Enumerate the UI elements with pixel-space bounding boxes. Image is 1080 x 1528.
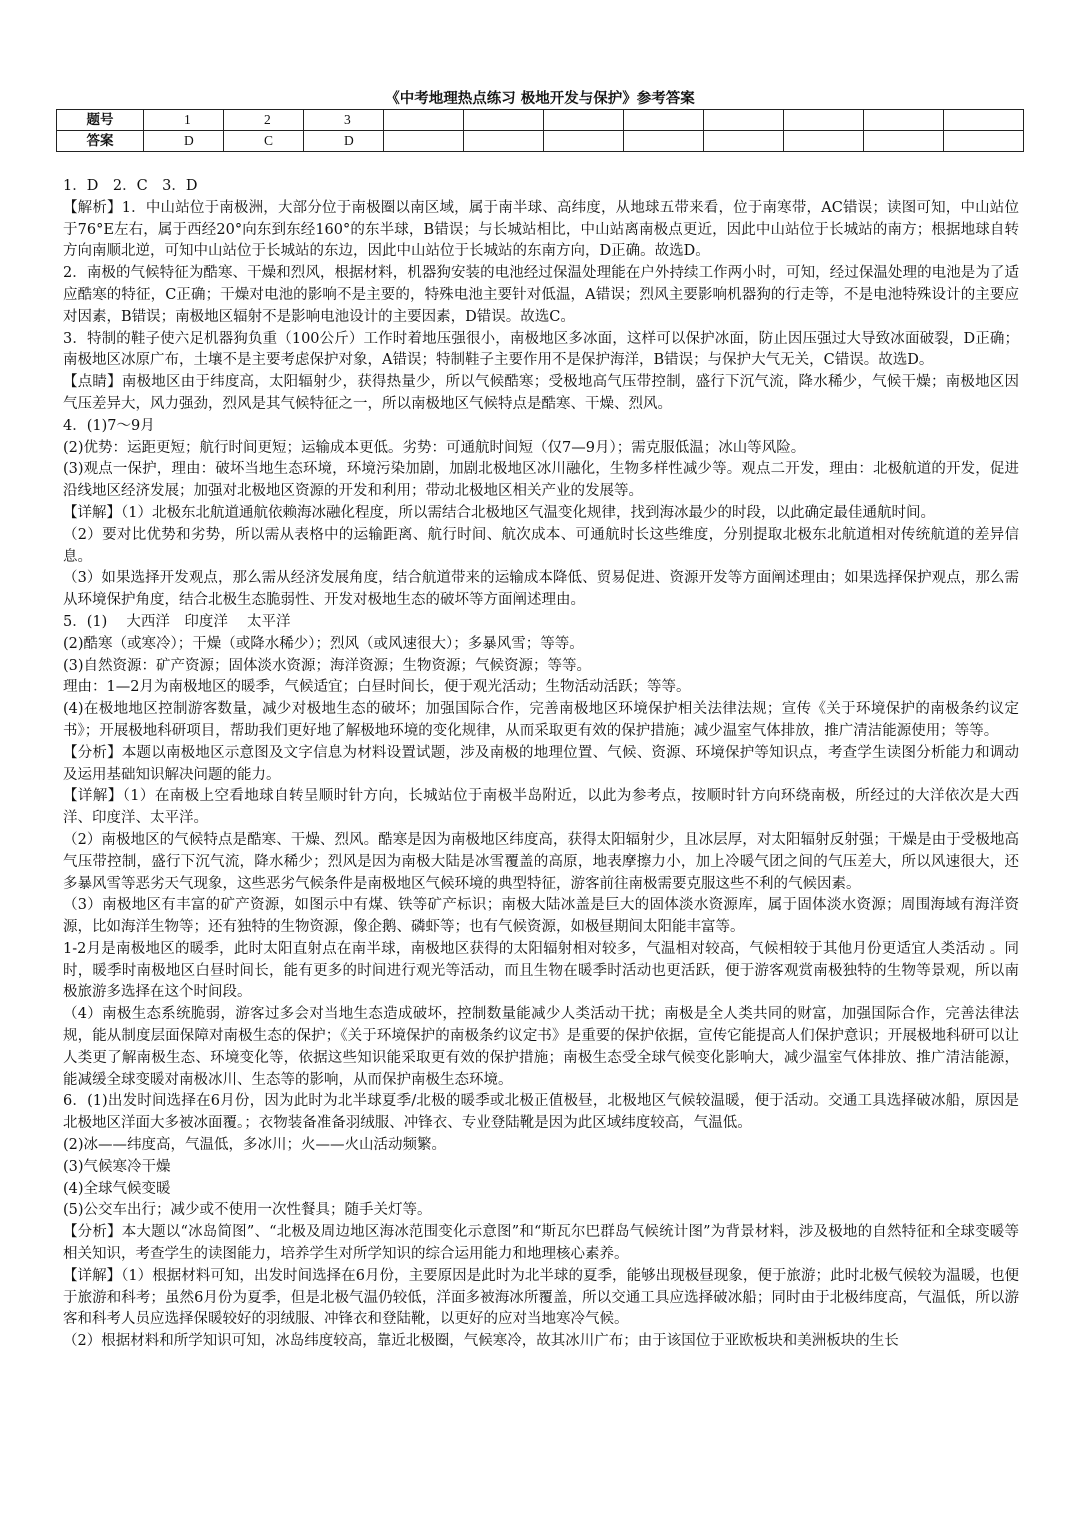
number-cell xyxy=(784,110,864,131)
answer-cell: D xyxy=(144,131,224,152)
answer-row xyxy=(57,131,1024,152)
paragraph: （2）要对比优势和劣势，所以需从表格中的运输距离、航行时间、航次成本、可通航时长这些维度，分别提取北极东北航道相对传统航道的差异信息。 xyxy=(63,526,1019,565)
answer-cell xyxy=(624,131,704,152)
answer-cell xyxy=(784,131,864,152)
answer-cell xyxy=(544,131,624,152)
paragraph: （2）根据材料和所学知识可知，冰岛纬度较高，靠近北极圈，气候寒冷，故其冰川广布；由于该国位于亚欧板块和美洲板块的生长 xyxy=(63,1333,899,1350)
number-cell xyxy=(704,110,784,131)
paragraph: (3)气候寒冷干燥 xyxy=(63,1158,171,1175)
number-cell xyxy=(464,110,544,131)
number-cell xyxy=(544,110,624,131)
paragraph: 3．特制的鞋子使六足机器狗负重（100公斤）工作时着地压强很小，南极地区多冰面，这样可以保护冰面，防止因压强过大导致冰面破裂，D正确；南极地区冰原广布，土壤不是主要考虑保护对象，A错误；特制鞋子主要作用不是保护海洋，B错误；与保护大气无关，C错误。故选D。 xyxy=(63,330,1019,369)
paragraph: 4．(1)7～9月 xyxy=(63,417,155,434)
number-cell: 3 xyxy=(304,110,384,131)
number-cell xyxy=(384,110,464,131)
paragraph: （4）南极生态系统脆弱，游客过多会对当地生态造成破坏，控制数量能减少人类活动干扰；南极是全人类共同的财富，加强国际合作，完善法律法规，能从制度层面保障对南极生态的保护；《关于环境保护的南极条约议定书》是重要的保护依据，宣传它能提高人们保护意识；开展极地科研可以让人类更了解南极生态、环境变化等，依据这些知识能采取更有效的保护措施；南极生态受全球气候变化影响大，减少温室气体排放、推广清洁能源，能减缓全球变暖对南极冰川、生态等的影响，从而保护南极生态环境。 xyxy=(63,1006,1019,1088)
paragraph: 【分析】本大题以“冰岛简图”、“北极及周边地区海冰范围变化示意图”和“斯瓦尔巴群岛气候统计图”为背景材料，涉及极地的自然特征和全球变暖等相关知识，考查学生的读图能力，培养学生对所学知识的综合运用能力和地理核心素养。 xyxy=(63,1224,1019,1263)
row-label-number: 题号 xyxy=(57,110,144,131)
number-cell xyxy=(624,110,704,131)
paragraph: 【详解】（1）根据材料可知，出发时间选择在6月份，主要原因是此时为北半球的夏季，能够出现极昼现象，便于旅游；此时北极气候较为温暖，也便于旅游和科考；虽然6月份为夏季，但是北极气温仍较低，洋面多被海冰所覆盖，所以交通工具应选择破冰船；同时由于北极纬度高，气温低，所以游客和科考人员应选择保暖较好的羽绒服、冲锋衣和登陆靴，以更好的应对当地寒冷气候。 xyxy=(63,1267,1019,1328)
paragraph: 【解析】1．中山站位于南极洲，大部分位于南极圈以南区域，属于南半球、高纬度，从地球五带来看，位于南寒带，AC错误；读图可知，中山站位于76°E左右，属于西经20°向东到东经160°的东半球，B错误；与长城站相比，中山站离南极点更近，因此中山站位于长城站的南方；根据地球自转方向南顺北逆，可知中山站位于长城站的东边，因此中山站位于长城站的东南方向，D正确。故选D。 xyxy=(63,199,1019,260)
answer-cell xyxy=(944,131,1024,152)
paragraph: 【分析】本题以南极地区示意图及文字信息为材料设置试题，涉及南极的地理位置、气候、资源、环境保护等知识点，考查学生读图分析能力和调动及运用基础知识解决问题的能力。 xyxy=(63,744,1019,783)
answer-table xyxy=(56,109,1024,152)
paragraph: 1．D 2．C 3．D xyxy=(63,178,198,194)
number-cell xyxy=(864,110,944,131)
paragraph: (2)优势：运距更短；航行时间更短；运输成本更低。劣势：可通航时间短（仅7—9月）；需克服低温；冰山等风险。 xyxy=(63,439,806,456)
paragraph: (5)公交车出行；减少或不使用一次性餐具；随手关灯等。 xyxy=(63,1202,432,1219)
paragraph: 1-2月是南极地区的暖季，此时太阳直射点在南半球，南极地区获得的太阳辐射相对较多，气温相对较高，气候相较于其他月份更适宜人类活动 。同时，暖季时南极地区白昼时间长，能有更多的时间进行观光等活动，而且生物在暖季时活动也更活跃，便于游客观赏南极独特的生物等景观，所以南极旅游多选择在这个时间段。 xyxy=(63,940,1019,1001)
paragraph: （3）如果选择开发观点，那么需从经济发展角度，结合航道带来的运输成本降低、贸易促进、资源开发等方面阐述理由；如果选择保护观点，那么需从环境保护角度，结合北极生态脆弱性、开发对极地生态的破坏等方面阐述理由。 xyxy=(63,570,1019,609)
answer-cell xyxy=(384,131,464,152)
answer-cell: D xyxy=(304,131,384,152)
answer-cell xyxy=(704,131,784,152)
answer-explanations xyxy=(63,176,1019,1353)
paragraph: （2）南极地区的气候特点是酷寒、干燥、烈风。酷寒是因为南极地区纬度高，获得太阳辐射少，且冰层厚，对太阳辐射反射强；干燥是由于受极地高气压带控制，盛行下沉气流，降水稀少；烈风是因为南极大陆是冰雪覆盖的高原，地表摩擦力小，加上冷暖气团之间的气压差大，所以风速很大，还多暴风雪等恶劣天气现象，这些恶劣气候条件是南极地区气候环境的典型特征，游客前往南极需要克服这些不利的气候因素。 xyxy=(63,831,1019,892)
paragraph: (2)冰——纬度高，气温低，多冰川；火——火山活动频繁。 xyxy=(63,1137,447,1154)
paragraph: 【点睛】南极地区由于纬度高，太阳辐射少，获得热量少，所以气候酷寒；受极地高气压带控制，盛行下沉气流，降水稀少，气候干燥；南极地区因气压差异大，风力强劲，烈风是其气候特征之一，所以南极地区气候特点是酷寒、干燥、烈风。 xyxy=(63,374,1019,412)
number-cell xyxy=(944,110,1024,131)
answer-cell: C xyxy=(224,131,304,152)
paragraph: 6．(1)出发时间选择在6月份，因为此时为北半球夏季/北极的暖季或北极正值极昼，北极地区气候较温暖，便于活动。交通工具选择破冰船，原因是北极地区洋面大多被冰面覆。；衣物装备准备羽绒服、冲锋衣、专业登陆靴是因为此区域纬度较高，气温低。 xyxy=(63,1093,1019,1132)
number-cell: 2 xyxy=(224,110,304,131)
paragraph: 【详解】（1）在南极上空看地球自转呈顺时针方向，长城站位于南极半岛附近，以此为参考点，按顺时针方向环绕南极，所经过的大洋依次是大西洋、印度洋、太平洋。 xyxy=(63,788,1019,827)
paragraph: 理由：1—2月为南极地区的暖季，气候适宜；白昼时间长，便于观光活动；生物活动活跃；等等。 xyxy=(63,679,691,696)
paragraph: (4)全球气候变暖 xyxy=(63,1180,171,1197)
paragraph: 5．(1) 大西洋 印度洋 太平洋 xyxy=(63,613,291,630)
paragraph: 【详解】（1）北极东北航道通航依赖海冰融化程度，所以需结合北极地区气温变化规律，找到海冰最少的时段，以此确定最佳通航时间。 xyxy=(63,504,935,521)
paragraph: (3)观点一保护，理由：破坏当地生态环境，环境污染加剧，加剧北极地区冰川融化，生物多样性减少等。观点二开发，理由：北极航道的开发，促进沿线地区经济发展；加强对北极地区资源的开发和利用；带动北极地区相关产业的发展等。 xyxy=(63,461,1019,500)
row-label-answer: 答案 xyxy=(57,131,144,152)
paragraph: （3）南极地区有丰富的矿产资源，如图示中有煤、铁等矿产标识；南极大陆冰盖是巨大的固体淡水资源库，属于固体淡水资源；周围海域有海洋资源，比如海洋生物等；还有独特的生物资源，像企鹅、磷虾等；也有气候资源，如极昼期间太阳能丰富等。 xyxy=(63,897,1019,936)
paragraph: (2)酷寒（或寒冷）；干燥（或降水稀少）；烈风（或风速很大）；多暴风雪；等等。 xyxy=(63,635,584,652)
answer-cell xyxy=(864,131,944,152)
answer-cell xyxy=(464,131,544,152)
paragraph: 2．南极的气候特征为酷寒、干燥和烈风，根据材料，机器狗安装的电池经过保温处理能在户外持续工作两小时，可知，经过保温处理的电池是为了适应酷寒的特征，C正确；干燥对电池的影响不是主要的，特殊电池主要针对低温，A错误；烈风主要影响机器狗的行走等，不是电池特殊设计的主要应对因素，B错误；南极地区辐射不是影响电池设计的主要因素，D错误。故选C。 xyxy=(63,265,1019,325)
document-title: 《中考地理热点练习 极地开发与保护》参考答案 xyxy=(385,90,695,107)
paragraph: (3)自然资源：矿产资源；固体淡水资源；海洋资源；生物资源；气候资源；等等。 xyxy=(63,657,592,674)
question-number-row xyxy=(57,110,1024,131)
number-cell: 1 xyxy=(144,110,224,131)
paragraph: (4)在极地地区控制游客数量，减少对极地生态的破坏；加强国际合作，完善南极地区环境保护相关法律法规；宣传《关于环境保护的南极条约议定书》；开展极地科研项目，帮助我们更好地了解极地环境的变化规律，从而采取更有效的保护措施；减少温室气体排放，推广清洁能源使用；等等。 xyxy=(63,701,1019,739)
